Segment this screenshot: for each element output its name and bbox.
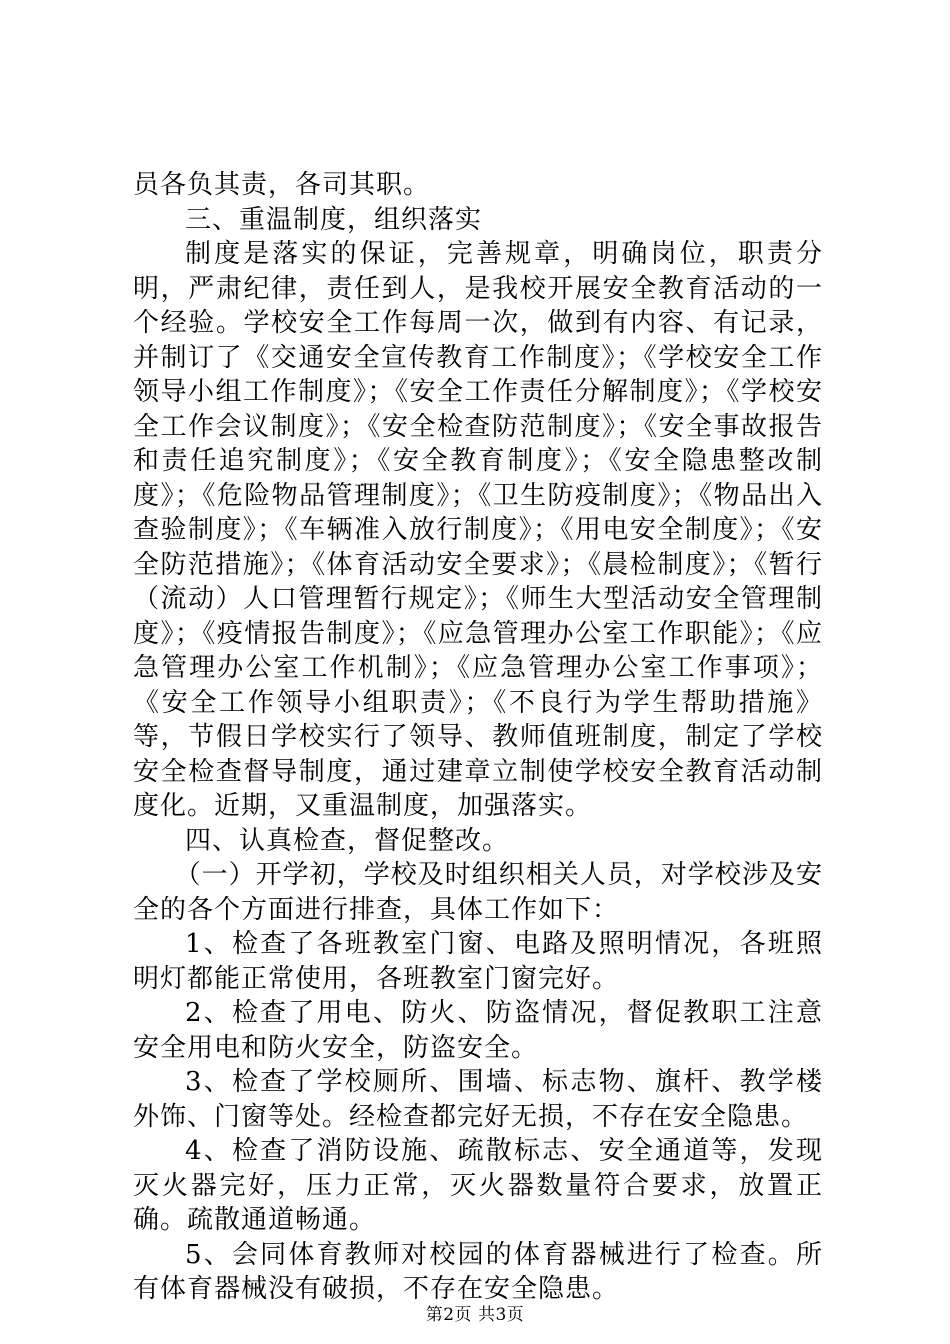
paragraph-inspection-intro: （一）开学初，学校及时组织相关人员，对学校涉及安全的各个方面进行排查，具体工作如下： (133, 860, 823, 925)
paragraph-continuation: 员各负其责，各司其职。 (133, 170, 431, 200)
list-item-4: 4、检查了消防设施、疏散标志、安全通道等，发现灭火器完好，压力正常，灭火器数量符合要求，放置正确。疏散通道畅通。 (133, 1136, 823, 1235)
section-heading-3: 三、重温制度，组织落实 (185, 204, 483, 235)
list-item-3: 3、检查了学校厕所、围墙、标志物、旗杆、教学楼外饰、门窗等处。经检查都完好无损，不存在安全隐患。 (133, 1067, 823, 1132)
list-item-1: 1、检查了各班教室门窗、电路及照明情况，各班照明灯都能正常使用，各班教室门窗完好。 (133, 929, 823, 994)
list-item-2: 2、检查了用电、防火、防盗情况，督促教职工注意安全用电和防火安全，防盗安全。 (133, 998, 823, 1063)
section-heading-4: 四、认真检查，督促整改。 (185, 825, 510, 856)
body-text (133, 168, 823, 1307)
paragraph-regulations: 制度是落实的保证，完善规章，明确岗位，职责分明，严肃纪律，责任到人，是我校开展安全教育活动的一个经验。学校安全工作每周一次，做到有内容、有记录，并制订了《交通安全宣传教育工作制度》；《学校安全工作领导小组工作制度》；《安全工作责任分解制度》；《学校安全工作会议制度》；《安全检查防范制度》；《安全事故报告和责任追究制度》；《安全教育制度》；《安全隐患整改制度》；《危险物品管理制度》；《卫生防疫制度》；《物品出入查验制度》；《车辆准入放行制度》；《用电安全制度》；《安全防范措施》；《体育活动安全要求》；《晨检制度》；《暂行（流动）人口管理暂行规定》；《师生大型活动安全管理制度》；《疫情报告制度》；《应急管理办公室工作职能》；《应急管理办公室工作机制》；《应急管理办公室工作事项》；《安全工作领导小组职责》；《不良行为学生帮助措施》等，节假日学校实行了领导、教师值班制度，制定了学校安全检查督导制度，通过建章立制使学校安全教育活动制度化。近期，又重温制度，加强落实。 (133, 239, 823, 821)
list-item-5: 5、会同体育教师对校园的体育器械进行了检查。所有体育器械没有破损，不存在安全隐患。 (133, 1239, 823, 1304)
page-number-footer: 第2页 共3页 (425, 1305, 525, 1325)
